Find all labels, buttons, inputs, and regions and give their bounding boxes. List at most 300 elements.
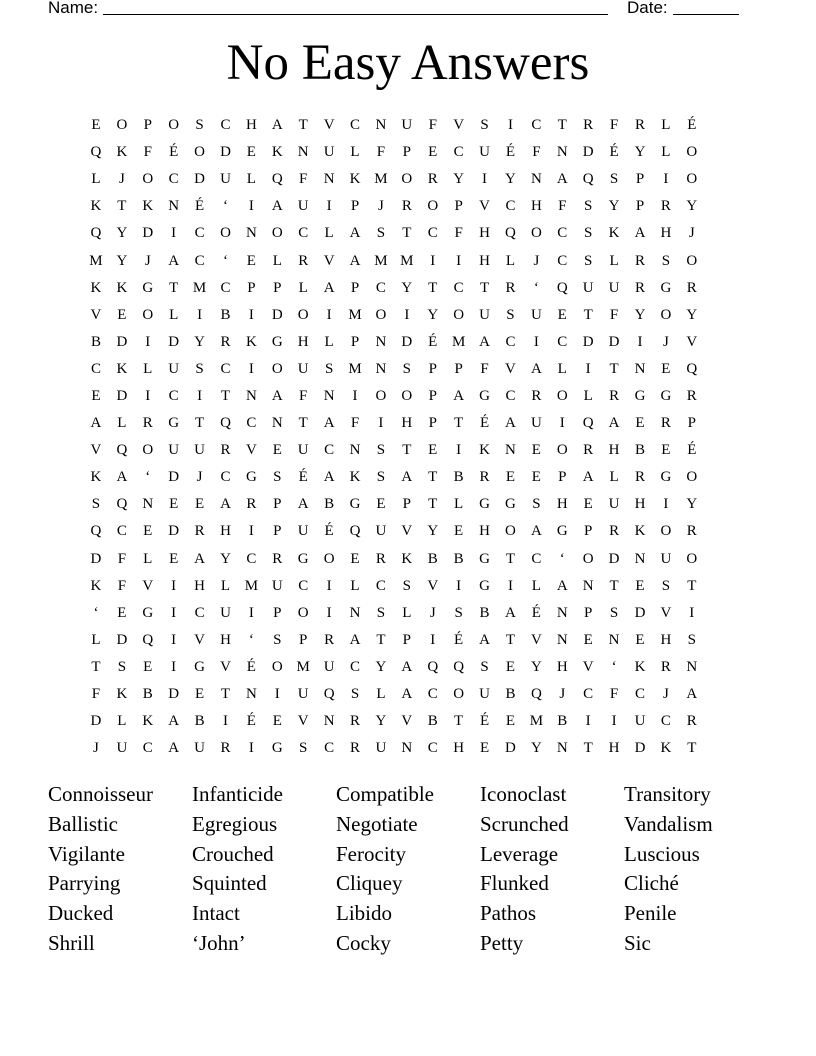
grid-cell: I	[456, 577, 462, 594]
grid-cell: O	[168, 117, 180, 134]
grid-cell: G	[142, 604, 154, 621]
grid-row	[83, 654, 731, 681]
grid-cell: A	[271, 117, 283, 134]
word-list-item: Infanticide	[192, 782, 283, 806]
grid-cell: F	[350, 415, 360, 432]
grid-cell: I	[145, 387, 151, 404]
grid-cell: A	[116, 469, 128, 486]
word-list-item: Parrying	[48, 871, 121, 896]
grid-cell: R	[220, 740, 231, 757]
grid-cell: E	[194, 686, 205, 703]
grid-cell: C	[350, 117, 361, 134]
grid-cell: I	[326, 198, 332, 215]
grid-cell: I	[482, 171, 488, 188]
grid-cell: S	[584, 198, 593, 215]
grid-cell: A	[608, 415, 620, 432]
word-list-item: Flunked	[480, 871, 549, 896]
grid-cell: V	[323, 117, 335, 134]
grid-cell: O	[686, 144, 698, 161]
grid-cell: N	[349, 442, 361, 459]
grid-cell: S	[376, 442, 386, 459]
grid-cell: S	[376, 604, 386, 621]
grid-cell: J	[429, 604, 436, 621]
grid-cell: K	[116, 279, 128, 296]
grid-cell: Y	[427, 523, 439, 540]
grid-cell: O	[142, 442, 154, 459]
grid-cell: C	[142, 740, 153, 757]
grid-cell: Y	[116, 252, 128, 269]
grid-cell: G	[297, 550, 309, 567]
word-list-item: Libido	[336, 901, 392, 926]
grid-cell: A	[220, 496, 231, 513]
grid-cell: B	[194, 713, 205, 730]
grid-cell: G	[479, 387, 490, 404]
grid-cell: I	[585, 360, 591, 377]
grid-cell: C	[220, 469, 231, 486]
grid-cell: F	[609, 306, 619, 323]
grid-cell: U	[608, 496, 620, 513]
grid-cell: C	[531, 117, 542, 134]
grid-cell: O	[530, 225, 542, 242]
grid-cell: U	[323, 658, 335, 675]
grid-cell: U	[297, 442, 309, 459]
grid-cell: H	[479, 252, 490, 269]
grid-cell: Q	[90, 523, 102, 540]
grid-cell: N	[168, 198, 180, 215]
grid-cell: I	[533, 333, 539, 350]
grid-cell: ‘	[222, 198, 228, 215]
grid-cell: A	[168, 252, 180, 269]
grid-cell: T	[557, 117, 567, 134]
grid-cell: I	[145, 333, 151, 350]
grid-cell: T	[298, 415, 308, 432]
grid-cell: A	[505, 604, 516, 621]
grid-cell: E	[376, 496, 386, 513]
grid-cell: S	[376, 225, 386, 242]
grid-cell: B	[90, 333, 101, 350]
grid-cell: R	[634, 279, 645, 296]
grid-cell: P	[454, 198, 463, 215]
grid-cell: E	[635, 577, 645, 594]
grid-cell: L	[350, 144, 360, 161]
grid-cell: R	[686, 713, 697, 730]
grid-cell: L	[143, 360, 153, 377]
grid-cell: K	[271, 144, 283, 161]
grid-cell: U	[375, 523, 387, 540]
grid-cell: E	[143, 658, 153, 675]
grid-cell: C	[557, 225, 568, 242]
grid-cell: N	[608, 631, 620, 648]
grid-cell: L	[246, 171, 256, 188]
grid-cell: I	[611, 713, 617, 730]
grid-row	[83, 681, 731, 708]
grid-cell: Q	[116, 496, 128, 513]
grid-cell: T	[220, 387, 231, 404]
grid-cell: E	[428, 144, 438, 161]
grid-cell: C	[453, 144, 464, 161]
grid-cell: L	[661, 144, 671, 161]
grid-cell: Q	[349, 523, 361, 540]
grid-cell: O	[375, 387, 387, 404]
grid-cell: I	[326, 577, 332, 594]
grid-cell: E	[91, 387, 101, 404]
grid-cell: V	[194, 631, 205, 648]
grid-cell: P	[273, 496, 282, 513]
grid-cell: S	[454, 604, 463, 621]
grid-cell: P	[635, 171, 645, 188]
grid-cell: E	[246, 252, 256, 269]
grid-cell: S	[299, 740, 308, 757]
grid-cell: Y	[686, 198, 698, 215]
grid-cell: T	[402, 442, 412, 459]
grid-cell: U	[168, 360, 180, 377]
grid-cell: P	[273, 523, 282, 540]
grid-cell: Q	[453, 658, 465, 675]
grid-cell: T	[428, 496, 438, 513]
grid-cell: V	[427, 577, 439, 594]
grid-cell: I	[171, 631, 177, 648]
grid-cell: S	[273, 631, 282, 648]
grid-cell: E	[143, 523, 153, 540]
grid-cell: N	[375, 360, 387, 377]
grid-cell: V	[142, 577, 154, 594]
grid-cell: É	[531, 604, 541, 621]
grid-cell: V	[90, 306, 102, 323]
grid-cell: H	[530, 198, 542, 215]
date-blank[interactable]	[673, 14, 739, 15]
grid-cell: Q	[220, 415, 231, 432]
word-list-item: Vandalism	[624, 811, 713, 836]
grid-cell: M	[348, 360, 362, 377]
grid-cell: L	[661, 117, 671, 134]
grid-cell: K	[90, 279, 102, 296]
grid-cell: C	[453, 279, 464, 296]
grid-cell: N	[323, 713, 335, 730]
grid-cell: L	[117, 713, 127, 730]
grid-cell: R	[427, 171, 438, 188]
grid-cell: T	[454, 713, 464, 730]
grid-cell: T	[505, 550, 516, 567]
grid-cell: Y	[401, 279, 413, 296]
grid-cell: Y	[375, 658, 387, 675]
grid-cell: A	[582, 469, 594, 486]
grid-cell: C	[168, 171, 179, 188]
grid-cell: A	[401, 469, 413, 486]
grid-row	[83, 356, 731, 383]
grid-cell: K	[116, 686, 128, 703]
grid-cell: A	[453, 387, 465, 404]
word-list-item: Negotiate	[336, 811, 418, 836]
grid-cell: I	[559, 415, 565, 432]
grid-cell: I	[171, 577, 177, 594]
grid-cell: V	[660, 604, 672, 621]
grid-cell: O	[582, 550, 594, 567]
grid-cell: I	[456, 252, 462, 269]
grid-cell: N	[142, 496, 154, 513]
grid-cell: G	[556, 523, 568, 540]
grid-cell: J	[93, 740, 99, 757]
grid-cell: N	[245, 686, 257, 703]
grid-cell: G	[271, 740, 283, 757]
grid-cell: D	[194, 171, 205, 188]
grid-cell: U	[116, 740, 128, 757]
grid-cell: O	[194, 144, 205, 161]
grid-cell: P	[402, 631, 411, 648]
grid-row	[83, 220, 731, 247]
grid-cell: A	[323, 469, 335, 486]
grid-cell: M	[451, 333, 466, 350]
grid-cell: A	[168, 740, 180, 757]
grid-cell: P	[299, 631, 308, 648]
grid-cell: É	[505, 144, 516, 161]
grid-cell: R	[583, 117, 594, 134]
grid-cell: U	[168, 442, 180, 459]
grid-cell: G	[505, 496, 516, 513]
grid-cell: G	[168, 415, 180, 432]
grid-cell: A	[634, 225, 646, 242]
grid-cell: U	[297, 360, 309, 377]
grid-row	[83, 491, 731, 518]
grid-cell: D	[634, 604, 646, 621]
grid-cell: R	[583, 442, 594, 459]
grid-cell: L	[324, 225, 334, 242]
grid-cell: I	[378, 415, 384, 432]
grid-cell: C	[375, 577, 386, 594]
grid-cell: F	[143, 144, 152, 161]
grid-cell: T	[91, 658, 101, 675]
grid-row	[83, 329, 731, 356]
grid-cell: V	[530, 631, 542, 648]
grid-row	[83, 139, 731, 166]
grid-cell: R	[531, 387, 542, 404]
grid-cell: C	[350, 658, 361, 675]
grid-cell: É	[246, 658, 256, 675]
grid-cell: R	[401, 198, 412, 215]
grid-cell: U	[297, 686, 309, 703]
grid-cell: K	[349, 469, 361, 486]
grid-cell: K	[660, 740, 672, 757]
grid-cell: C	[90, 360, 101, 377]
grid-cell: F	[609, 686, 619, 703]
grid-cell: I	[430, 252, 436, 269]
grid-row	[83, 546, 731, 573]
grid-cell: E	[117, 306, 127, 323]
grid-cell: C	[220, 279, 231, 296]
grid-cell: V	[686, 333, 698, 350]
grid-cell: T	[428, 469, 438, 486]
grid-cell: C	[220, 117, 231, 134]
word-list	[48, 780, 768, 959]
grid-cell: F	[532, 144, 541, 161]
grid-cell: M	[244, 577, 259, 594]
grid-cell: O	[427, 198, 439, 215]
grid-cell: I	[663, 496, 669, 513]
grid-cell: I	[637, 333, 643, 350]
grid-cell: C	[557, 252, 568, 269]
grid-cell: S	[687, 631, 696, 648]
grid-cell: S	[609, 171, 619, 188]
grid-cell: N	[245, 225, 257, 242]
grid-cell: N	[556, 144, 568, 161]
grid-cell: D	[634, 740, 646, 757]
grid-cell: C	[634, 686, 645, 703]
grid-cell: U	[297, 523, 309, 540]
grid-cell: P	[143, 117, 152, 134]
grid-cell: S	[324, 360, 334, 377]
grid-cell: R	[220, 442, 231, 459]
word-list-item: Ducked	[48, 901, 114, 926]
date-label: Date:	[627, 0, 668, 17]
grid-cell: K	[142, 198, 154, 215]
grid-cell: T	[609, 577, 619, 594]
grid-cell: Q	[582, 415, 594, 432]
grid-cell: A	[401, 686, 413, 703]
grid-cell: L	[91, 171, 101, 188]
grid-cell: N	[556, 740, 568, 757]
grid-cell: K	[634, 523, 646, 540]
grid-cell: P	[428, 387, 437, 404]
grid-cell: C	[427, 740, 438, 757]
grid-cell: I	[585, 713, 591, 730]
grid-cell: B	[479, 604, 490, 621]
grid-cell: G	[660, 387, 672, 404]
grid-row	[83, 708, 731, 735]
grid-cell: J	[144, 252, 151, 269]
grid-cell: T	[454, 415, 464, 432]
grid-cell: T	[194, 415, 205, 432]
word-list-item: Squinted	[192, 871, 267, 896]
grid-cell: T	[505, 631, 516, 648]
grid-cell: R	[660, 415, 671, 432]
grid-cell: V	[401, 523, 413, 540]
grid-cell: E	[169, 550, 179, 567]
grid-cell: U	[608, 279, 620, 296]
grid-cell: O	[505, 523, 516, 540]
grid-cell: T	[298, 117, 308, 134]
word-list-item: Transitory	[624, 782, 711, 806]
grid-cell: O	[660, 306, 672, 323]
grid-cell: A	[271, 198, 283, 215]
grid-cell: R	[609, 387, 620, 404]
grid-cell: P	[635, 198, 645, 215]
grid-cell: P	[584, 523, 593, 540]
grid-cell: D	[505, 740, 516, 757]
grid-cell: R	[324, 631, 335, 648]
grid-cell: I	[171, 225, 177, 242]
grid-cell: É	[687, 442, 697, 459]
grid-cell: P	[584, 604, 593, 621]
grid-cell: P	[687, 415, 696, 432]
grid-cell: A	[349, 631, 361, 648]
grid-cell: D	[90, 550, 102, 567]
grid-cell: H	[556, 658, 568, 675]
grid-cell: U	[479, 306, 490, 323]
grid-cell: N	[349, 604, 361, 621]
word-list-item: Leverage	[480, 841, 559, 866]
grid-cell: U	[582, 279, 594, 296]
grid-cell: U	[271, 577, 283, 594]
grid-cell: S	[376, 469, 386, 486]
grid-cell: A	[349, 252, 361, 269]
grid-cell: V	[90, 442, 102, 459]
grid-cell: L	[298, 279, 308, 296]
grid-cell: R	[660, 658, 671, 675]
grid-cell: C	[168, 387, 179, 404]
grid-cell: S	[584, 225, 593, 242]
grid-cell: D	[220, 144, 231, 161]
grid-cell: D	[401, 333, 413, 350]
grid-cell: ‘	[222, 252, 228, 269]
grid-cell: U	[660, 550, 672, 567]
grid-cell: I	[430, 631, 436, 648]
grid-cell: O	[453, 686, 465, 703]
grid-cell: U	[634, 713, 646, 730]
grid-cell: C	[505, 387, 516, 404]
word-list-item: Connoisseur	[48, 782, 153, 806]
grid-cell: R	[220, 333, 231, 350]
grid-cell: E	[505, 469, 516, 486]
grid-cell: G	[194, 658, 205, 675]
grid-cell: T	[428, 279, 438, 296]
grid-cell: V	[401, 713, 413, 730]
grid-row	[83, 193, 731, 220]
grid-cell: R	[634, 469, 645, 486]
grid-cell: B	[142, 686, 153, 703]
grid-cell: I	[274, 686, 280, 703]
grid-cell: U	[194, 740, 205, 757]
grid-cell: Q	[582, 171, 594, 188]
name-blank[interactable]	[103, 14, 608, 15]
grid-cell: R	[634, 252, 645, 269]
grid-row	[83, 302, 731, 329]
grid-cell: O	[297, 306, 309, 323]
grid-cell: G	[660, 279, 672, 296]
grid-cell: H	[297, 333, 309, 350]
grid-cell: S	[195, 360, 204, 377]
grid-cell: C	[427, 686, 438, 703]
grid-cell: Q	[271, 171, 283, 188]
grid-cell: I	[507, 577, 513, 594]
grid-cell: E	[246, 144, 256, 161]
grid-cell: P	[350, 333, 360, 350]
grid-cell: K	[116, 360, 128, 377]
grid-cell: É	[428, 333, 438, 350]
grid-cell: O	[686, 171, 698, 188]
grid-cell: U	[401, 117, 413, 134]
grid-cell: O	[271, 225, 283, 242]
grid-cell: J	[662, 686, 669, 703]
grid-cell: ‘	[93, 604, 99, 621]
grid-cell: É	[194, 198, 205, 215]
grid-cell: L	[220, 577, 231, 594]
word-list-item: Penile	[624, 901, 677, 926]
grid-cell: E	[454, 523, 464, 540]
letter-grid	[83, 112, 731, 762]
grid-cell: I	[197, 306, 203, 323]
grid-cell: L	[609, 252, 619, 269]
grid-cell: F	[299, 387, 308, 404]
grid-cell: K	[401, 550, 413, 567]
grid-cell: A	[686, 686, 698, 703]
grid-cell: E	[428, 442, 438, 459]
grid-cell: N	[582, 577, 594, 594]
grid-cell: Q	[90, 225, 102, 242]
grid-row	[83, 600, 731, 627]
grid-cell: R	[298, 252, 309, 269]
grid-cell: E	[635, 415, 645, 432]
grid-cell: ‘	[533, 279, 539, 296]
word-list-item: Egregious	[192, 811, 278, 836]
